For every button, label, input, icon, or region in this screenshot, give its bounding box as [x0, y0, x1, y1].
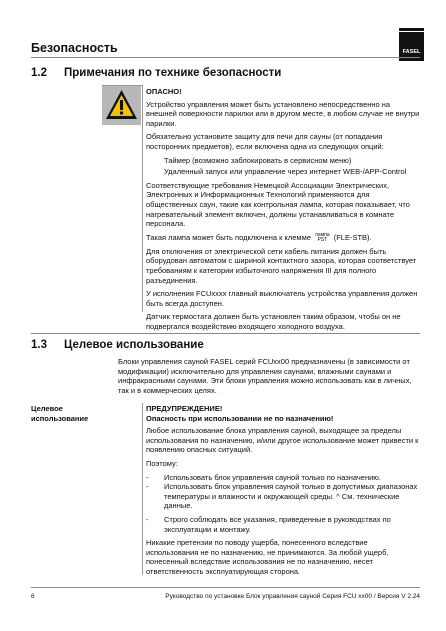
- warning-frame-line: [142, 403, 143, 575]
- list-item: - Использовать блок управления сауной только по назначению.: [146, 472, 381, 482]
- paragraph: Датчик термостата должен быть установлен таким образом, чтобы он не подвергался воздействию входящего холодного воздуха.: [146, 312, 401, 331]
- footer-divider: [31, 587, 420, 588]
- logo-text: FASEL: [402, 49, 421, 55]
- option-item: Таймер (возможно заблокировать в сервисном меню): [164, 155, 352, 165]
- terminal-paragraph: Такая лампа может быть подключена к клемме лампа PST (FLE-STB).: [146, 231, 372, 243]
- paragraph: Обязательно установите защиту для печи для сауны (от попадания посторонних предметов), если включена одна из следующих опций:: [146, 132, 384, 151]
- section-title: Безопасность: [31, 41, 118, 55]
- danger-notice: [146, 87, 422, 335]
- heading-1-2: Примечания по технике безопасности: [64, 67, 282, 79]
- terminal-symbol: лампа PST: [315, 231, 330, 243]
- section-divider: [31, 57, 420, 58]
- danger-icon: [102, 85, 141, 125]
- paragraph: Для отключения от электрической сети кабель питания должен быть оборудован автоматом с шириной контактного зазора, которая соответствует требованиям к категории избыточного напряжения III для полного разъединения.: [146, 246, 417, 285]
- warning-notice: [146, 404, 422, 581]
- paragraph: У исполнения FCUxxxx главный выключатель устройства управления должен быть всегда доступен.: [146, 289, 418, 308]
- intro-paragraph: Блоки управления сауной FASEL серий FCUxx00 предназначены (в зависимости от модификации) исключительно для управления саунами, влажными саунами и инфракрасными саунами. Эти блоки управления можно использовать как в личных, так и в коммерческих целях.: [118, 357, 412, 395]
- list-item: - Использовать блок управления сауной только в допустимых диапазонах температуры и влажности и окружающей среды. ^ См. технические данные.: [146, 482, 418, 511]
- paragraph: Устройство управления может быть установлено непосредственно на внешней поверхности парилки или в другом месте, в любом случае не внутри парилки.: [146, 99, 420, 128]
- paragraph: Никакие претензии по поводу ущерба, понесенного вследствие использования не по назначению, не принимаются. За любой ущерб, понесенный вследствие использования не по назначению, несет ответственность эксплуатирующая сторона.: [146, 538, 389, 576]
- footer-text: Руководство по установке Блок управления сауной Серия FCU xx00 / Версия V 2.24: [165, 593, 420, 600]
- paragraph: Любое использование блока управления сауной, выходящее за пределы использования по назначению, и/или другое использование может привести к появлению опасных ситуаций.: [146, 426, 419, 455]
- heading-number-1-2: 1.2: [31, 67, 47, 79]
- option-item: Удаленный запуск или управление через интернет WEB-/APP-Control: [164, 167, 407, 177]
- warning-frame-line: [142, 85, 143, 312]
- page-number: 6: [31, 593, 35, 600]
- side-label: Целевое использование: [31, 404, 89, 423]
- warning-frame-top: [102, 85, 142, 86]
- heading-number-1-3: 1.3: [31, 339, 47, 351]
- warning-subtitle: Опасность при использовании не по назначению!: [146, 413, 334, 423]
- list-item: - Строго соблюдать все указания, приведенные в руководствах по эксплуатации и монтажу.: [146, 514, 391, 534]
- section-divider: [31, 333, 420, 334]
- warning-title: ПРЕДУПРЕЖДЕНИЕ!: [146, 404, 223, 413]
- paragraph: Соответствующие требования Немецкой Ассоциации Электрических, Электронных и Информационных Технологий применяются для общественных саун, такие как контрольная лампа, которая показывает, что нагревательный элемент включен, должны устанавливаться в комнате персонала.: [146, 180, 410, 229]
- danger-title: ОПАСНО!: [146, 87, 182, 96]
- paragraph: Поэтому:: [146, 458, 178, 468]
- heading-1-3: Целевое использование: [64, 339, 204, 351]
